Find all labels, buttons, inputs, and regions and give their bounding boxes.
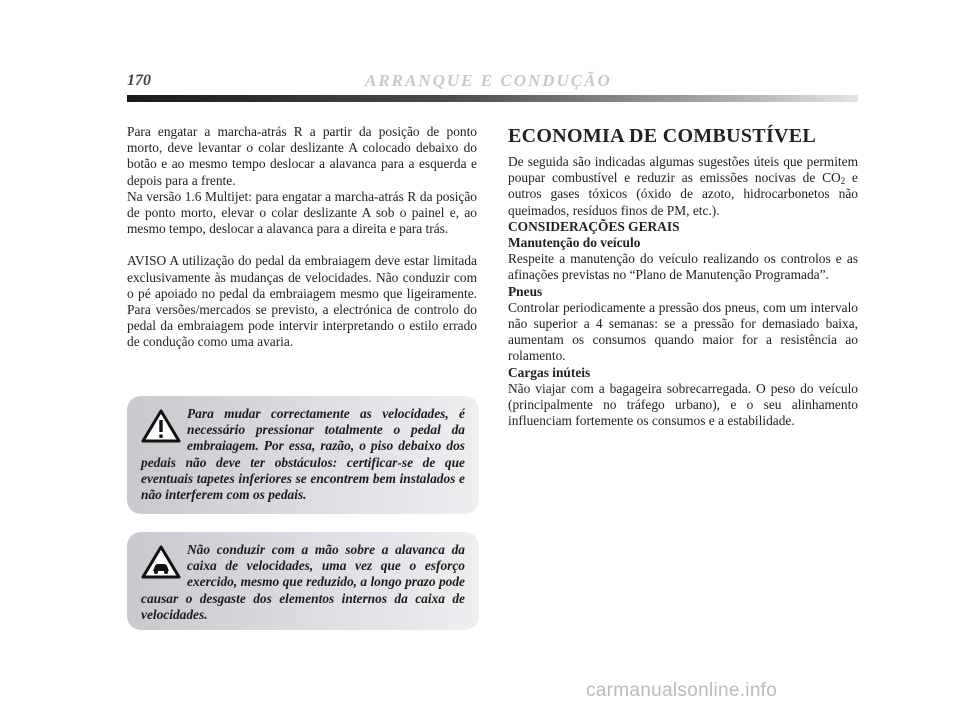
warning-triangle-icon <box>141 408 181 444</box>
left-column <box>127 124 477 351</box>
paragraph-clutch-notice: AVISO A utilização do pedal da embraiagem deve estar limitada exclusivamente às mudanças de velocidades. Não conduzir com o pé apoiado no pedal da embraiagem mesmo que ligeiramente. Para versões/mercados se previsto, a electrónica de controlo do pedal da embraiagem pode intervir interpretando o estilo errado de condução como uma avaria. <box>127 253 477 350</box>
watermark-logo: carmanualsonline.info <box>586 680 778 701</box>
warning-text-gearstick: Não conduzir com a mão sobre a alavanca da caixa de velocidades, uma vez que o esforço exercido, mesmo que reduzido, a longo prazo pode causar o desgaste dos elementos internos da caixa de velocidades. <box>141 542 465 622</box>
paragraph-maintenance: Respeite a manutenção do veículo realizando os controlos e as afinações previstas no “Plano de Manutenção Programada”. <box>508 251 858 283</box>
right-column <box>508 124 858 429</box>
paragraph-loads: Não viajar com a bagageira sobrecarregada. O peso do veículo (principalmente no tráfego urbano), e o seu alinhamento influenciam fortemente os consumos e a estabilidade. <box>508 380 858 429</box>
warning-text-clutch: Para mudar correctamente as velocidades, é necessário pressionar totalmente o pedal da embraiagem. Por essa, razão, o piso debaixo dos pedais não deve ter obstáculos: certificar-se de que eventuais tapetes inferiores se encontrem bem instalados e não interferem com os pedais. <box>141 406 465 503</box>
heading-general: CONSIDERAÇÕES GERAIS <box>508 218 680 234</box>
warning-box-gearstick <box>127 532 479 630</box>
paragraph-tyres: Controlar periodicamente a pressão dos pneus, com um intervalo não superior a 4 semanas: se a pressão for demasiado baixa, aumentam os consumos quando maior for a resistência ao rolamento. <box>508 299 858 364</box>
paragraph-reverse-gear: Para engatar a marcha-atrás R a partir da posição de ponto morto, deve levantar o colar deslizante A colocado debaixo do botão e ao mesmo tempo deslocar a alavanca para a esquerda e depois para a frente. <box>127 124 477 188</box>
paragraph-multijet: Na versão 1.6 Multijet: para engatar a marcha-atrás R da posição de ponto morto, elevar o colar deslizante A sob o painel e, ao mesmo tempo, deslocar a alavanca para a direita e para trás. <box>127 188 477 237</box>
header-rule <box>127 95 858 102</box>
heading-tyres: Pneus <box>508 283 543 299</box>
car-warning-icon <box>141 544 181 580</box>
intro-paragraph: De seguida são indicadas algumas sugestões úteis que permitem poupar combustível e reduzir as emissões nocivas de $CO_2$ e outros gases tóxicos (óxido de azoto, hidrocarbonetos não queimados, resíduos finos de PM, etc.). <box>508 154 858 218</box>
warning-box-clutch <box>127 396 479 514</box>
section-title: ECONOMIA DE COMBUSTÍVEL <box>508 125 817 147</box>
heading-maintenance: Manutenção do veículo <box>508 235 641 251</box>
heading-loads: Cargas inúteis <box>508 364 591 380</box>
chapter-title: ARRANQUE E CONDUÇÃO <box>365 71 612 90</box>
page-number: 170 <box>127 72 151 89</box>
